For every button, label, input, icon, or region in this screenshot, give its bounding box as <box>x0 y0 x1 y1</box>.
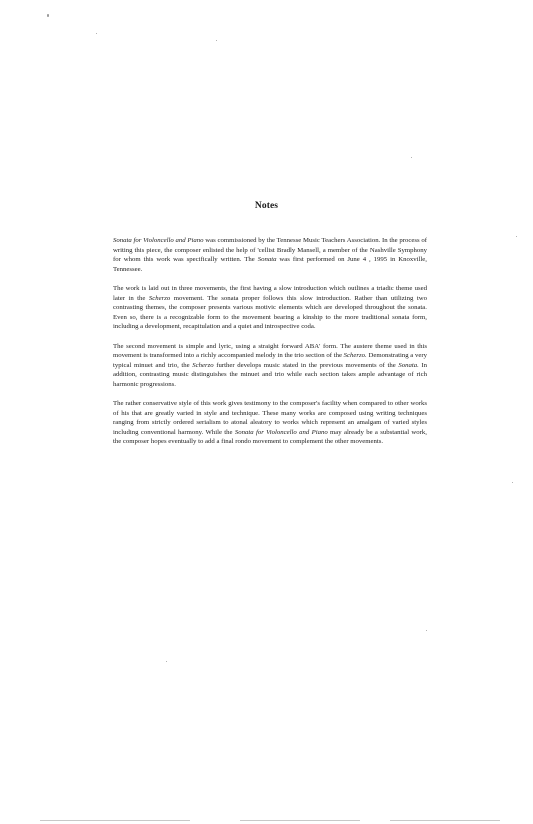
text-run: further develops music stated in the previous movements of the <box>213 361 399 369</box>
page-title: Notes <box>254 201 279 211</box>
text-run: Demonstrating a very typical minuet and trio, the <box>113 352 428 369</box>
notes-body <box>113 236 427 457</box>
text-run: The rather conservative style of this work gives testimony to the composer's facility when compared to other works of his that are greatly varied in style and technique. These many works are composed using writing techniques ranging from strictly ordered serialism to atonal aleatory to works which represent an amalgam of varied styles including conventional harmony. While the <box>113 400 427 436</box>
scan-speck <box>512 482 513 483</box>
paragraph-3 <box>113 342 427 390</box>
scan-edge-rule <box>390 820 500 821</box>
work-title: Sonata. <box>398 361 419 369</box>
paragraph-1 <box>113 236 427 274</box>
text-run: The second movement is simple and lyric, using a straight forward ABA' form. The austere theme used in this movement is transformed into a richly accompanied melody in the trio section of the <box>113 342 427 360</box>
text-run: In addition, contrasting music distinguishes the minuet and trio while each section takes ample advantage of rich harmonic progressions. <box>113 361 428 388</box>
scan-speck <box>216 40 217 41</box>
work-title: Sonata for Violoncello and Piano <box>113 237 204 244</box>
work-title: Sonata <box>257 256 277 264</box>
scan-edge-rule <box>40 820 190 821</box>
scan-speck <box>411 157 412 158</box>
paragraph-2 <box>113 284 427 332</box>
paragraph-4 <box>113 399 427 447</box>
movement-title: Scherzo <box>192 361 214 369</box>
scan-edge-rule <box>240 820 360 821</box>
scan-speck <box>166 661 167 662</box>
scan-speck <box>516 236 517 237</box>
text-run: was first performed on June 4 , 1995 in Knoxville, Tennessee. <box>113 256 427 273</box>
movement-title: Scherzo <box>148 294 171 302</box>
text-run: may already be a substantial work, the composer hopes eventually to add a final rondo movement to complement the other movements. <box>113 428 427 446</box>
movement-title: Scherzo. <box>343 352 367 360</box>
scan-speck <box>47 14 49 17</box>
scan-speck <box>426 630 427 631</box>
scan-speck <box>96 33 97 34</box>
text-run: The work is laid out in three movements, the first having a slow introduction which outlines a triadic theme used later in the <box>113 284 427 302</box>
text-run: movement. The sonata proper follows this slow introduction. Rather than utilizing two contrasting themes, the composer presents various motivic elements which are developed throughout the sonata. Even so, there is a recognizable form to the movement bearing a kinship to the more traditional sonata form, including a development, recapitulation and a quiet and introspective coda. <box>113 294 427 331</box>
work-title: Sonata for Violoncello and Piano <box>234 428 328 436</box>
text-run: was commissioned by the Tennesse Music Teachers Association. In the process of writing this piece, the composer enlisted the help of 'cellist Bradly Mansell, a member of the Nashville Symphony for whom this work was specifically written. The <box>113 237 427 264</box>
